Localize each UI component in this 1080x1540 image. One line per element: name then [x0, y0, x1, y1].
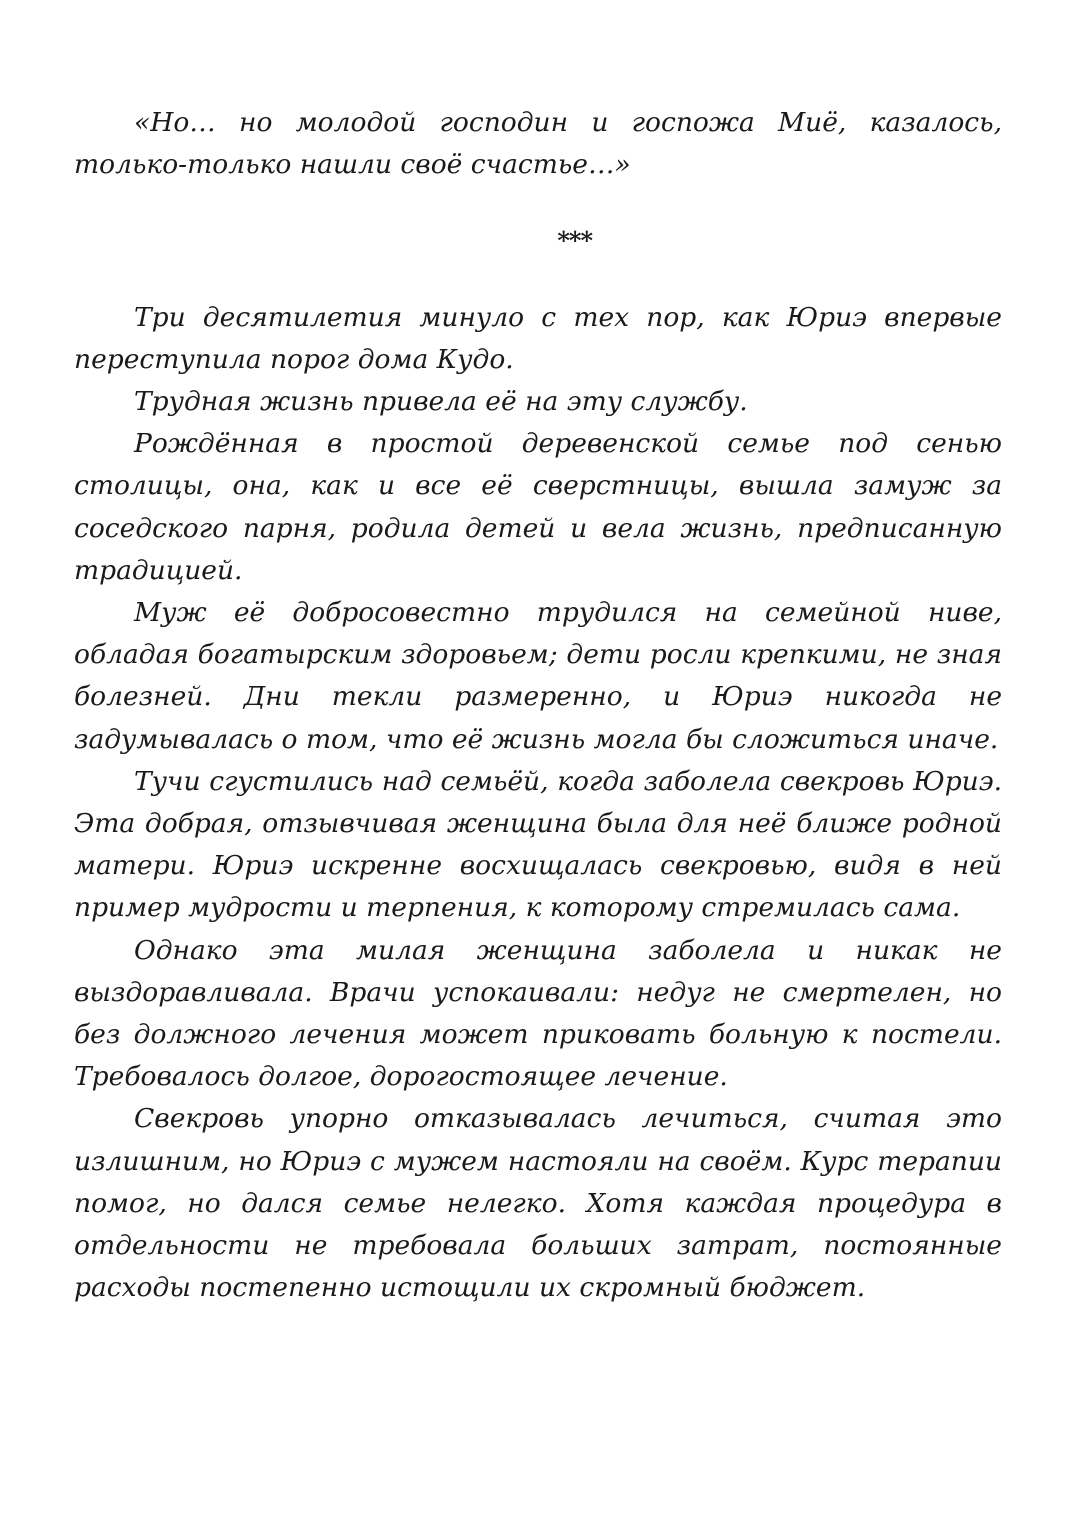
paragraph: Тучи сгустились над семьёй, когда заболела свекровь Юриэ. Эта добрая, отзывчивая женщина была для неё ближе родной матери. Юриэ искренне восхищалась свекровью, видя в ней пример мудрости и терпения, к которому стремилась сама.	[74, 765, 1002, 924]
paragraph: Муж её добросовестно трудился на семейной ниве, обладая богатырским здоровьем; дети росли крепкими, не зная болезней. Дни текли размеренно, и Юриэ никогда не задумывалась о том, что её жизнь могла бы сложиться иначе.	[74, 597, 1002, 755]
paragraph: Однако эта милая женщина заболела и никак не выздоравливала. Врачи успокаивали: недуг не смертелен, но без должного лечения может приковать больную к постели. Требовалось долгое, дорогостоящее лечение.	[74, 934, 1002, 1093]
paragraph: Рождённая в простой деревенской семье под сенью столицы, она, как и все её сверстницы, вышла замуж за соседского парня, родила детей и вела жизнь, предписанную традицией.	[74, 428, 1002, 586]
section-separator: ***	[557, 226, 592, 256]
page-body	[74, 102, 1002, 1309]
paragraph: Трудная жизнь привела её на эту службу.	[134, 386, 748, 418]
paragraph: Три десятилетия минуло с тех пор, как Юриэ впервые переступила порог дома Кудо.	[74, 301, 1002, 375]
paragraph-quote: «Но… но молодой господин и госпожа Миё, казалось, только-только нашли своё счастье…»	[74, 107, 1002, 181]
paragraph: Свекровь упорно отказывалась лечиться, считая это излишним, но Юриэ с мужем настояли на своём. Курс терапии помог, но дался семье нелегко. Хотя каждая процедура в отдельности не требовала больших затрат, постоянные расходы постепенно истощили их скромный бюджет.	[74, 1103, 1002, 1304]
